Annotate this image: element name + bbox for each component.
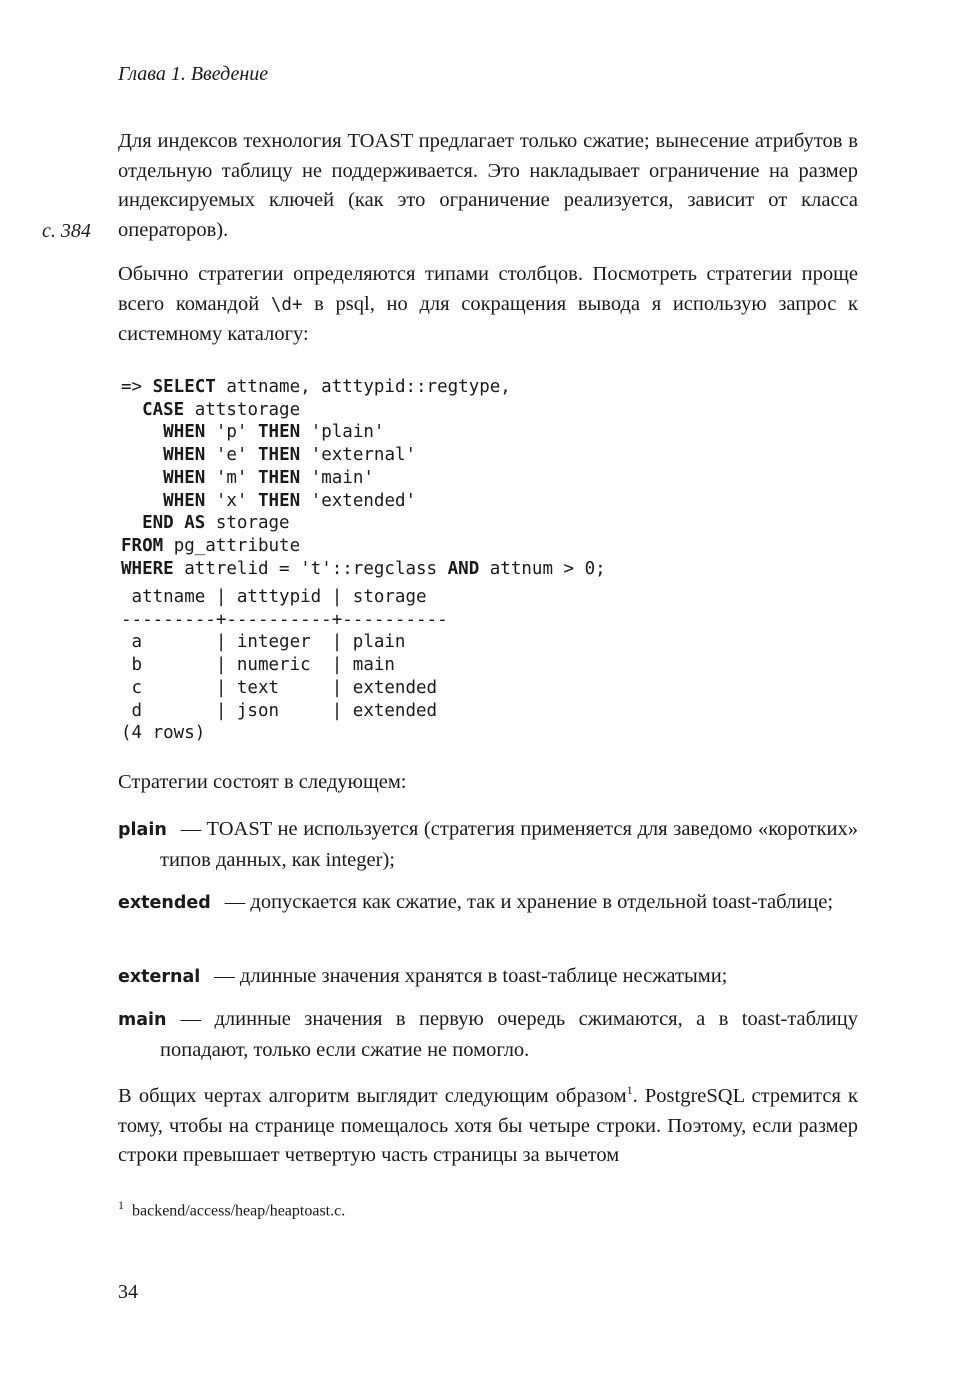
page-number: 34 — [118, 1281, 138, 1303]
sql-keyword: THEN — [258, 422, 301, 443]
sql-keyword: WHEN — [163, 467, 206, 488]
sql-keyword: SELECT — [152, 377, 216, 397]
paragraph-text: в psql, но для сокращения вывода я использую запрос к системному каталогу: — [118, 292, 858, 346]
code-line — [121, 536, 300, 556]
code-text: pg_attribute — [163, 535, 301, 556]
code-text: attstorage — [184, 399, 301, 420]
code-line — [121, 377, 511, 397]
code-text: 'x' — [205, 490, 258, 511]
code-line — [121, 445, 416, 465]
code-text: => — [121, 377, 153, 397]
running-head: Глава 1. Введение — [118, 63, 269, 85]
paragraph-text: . PostgreSQL стремится к тому, чтобы на странице помещалось хотя бы четыре строки. Поэтому, если размер строки превышает четвертую часть страницы за вычетом — [118, 1085, 858, 1167]
definition-text: — длинные значения хранятся в toast-таблице несжатыми; — [214, 965, 728, 987]
code-line — [121, 559, 606, 579]
definition-text: — длинные значения в первую очередь сжимаются, а в toast-таблицу попадают, только если сжатие не помогло. — [160, 1008, 858, 1061]
sql-keyword: WHERE — [121, 558, 174, 579]
sql-keyword: AND — [447, 558, 480, 579]
sql-keyword: THEN — [258, 445, 301, 466]
code-text: 'main' — [300, 467, 374, 488]
code-text: 'external' — [300, 445, 417, 466]
definition-term: plain — [118, 820, 167, 840]
code-line — [121, 491, 416, 511]
sql-keyword: THEN — [258, 490, 301, 511]
definition-text: — TOAST не используется (стратегия применяется для заведомо «коротких» типов данных, как integer); — [160, 818, 858, 871]
code-text: 'plain' — [300, 422, 385, 443]
sql-keyword: FROM — [121, 535, 164, 556]
code-text: 'e' — [205, 445, 258, 466]
sql-keyword: CASE — [142, 399, 185, 420]
definition-external — [118, 962, 858, 993]
paragraph-algorithm — [118, 1082, 858, 1171]
definition-term: external — [118, 967, 201, 987]
code-text: attname, atttypid::regtype, — [215, 377, 511, 397]
sql-keyword: WHEN — [163, 422, 206, 443]
query-result-table: attname | atttypid | storage ---------+----------+---------- a | integer | plain b | numeric | main c | text | extended d | json | extended (4 rows) — [121, 587, 448, 744]
code-text: 'extended' — [300, 490, 417, 511]
sql-keyword: THEN — [258, 467, 301, 488]
code-line — [121, 513, 290, 533]
footnote-number: 1 — [118, 1198, 124, 1212]
definition-extended — [118, 888, 858, 919]
footnote-text: backend/access/heap/heaptoast.c. — [132, 1202, 346, 1220]
definition-text: — допускается как сжатие, так и хранение в отдельной toast-таблице; — [224, 891, 834, 913]
code-line — [121, 400, 300, 420]
code-text: 'p' — [205, 422, 258, 443]
sql-keyword: WHEN — [163, 445, 206, 466]
code-line — [121, 468, 374, 488]
definition-term: extended — [118, 893, 211, 913]
code-line — [121, 422, 384, 442]
sql-keyword: END AS — [142, 513, 206, 534]
code-text: attrelid = 't'::regclass — [173, 558, 448, 579]
code-text: 'm' — [205, 467, 258, 488]
paragraph-text: В общих чертах алгоритм выглядит следующим образом — [118, 1085, 627, 1107]
margin-page-reference: с. 384 — [42, 220, 91, 242]
definition-main — [118, 1005, 858, 1065]
footnote-reference[interactable]: 1 — [626, 1083, 633, 1098]
paragraph-text: Обычно стратегии определяются типами столбцов. Посмотреть стратегии проще всего командой — [118, 263, 858, 315]
code-text: storage — [205, 513, 290, 534]
sql-query-block — [121, 376, 606, 580]
code-text: attnum > 0; — [479, 558, 606, 579]
paragraph-strategies-list-intro: Стратегии состоят в следующем: — [118, 771, 407, 793]
paragraph-toast-indexes: Для индексов технология TOAST предлагает только сжатие; вынесение атрибутов в отдельную таблицу не поддерживается. Это накладывает ограничение на размер индексируемых ключей (как это ограничение реализуется, зависит от класса операторов). — [118, 130, 858, 241]
inline-code-d-plus: \d+ — [270, 294, 303, 315]
paragraph-strategies-intro — [118, 260, 858, 350]
sql-keyword: WHEN — [163, 490, 206, 511]
footnote — [118, 1193, 345, 1223]
definition-term: main — [118, 1010, 167, 1030]
definition-plain — [118, 815, 858, 875]
